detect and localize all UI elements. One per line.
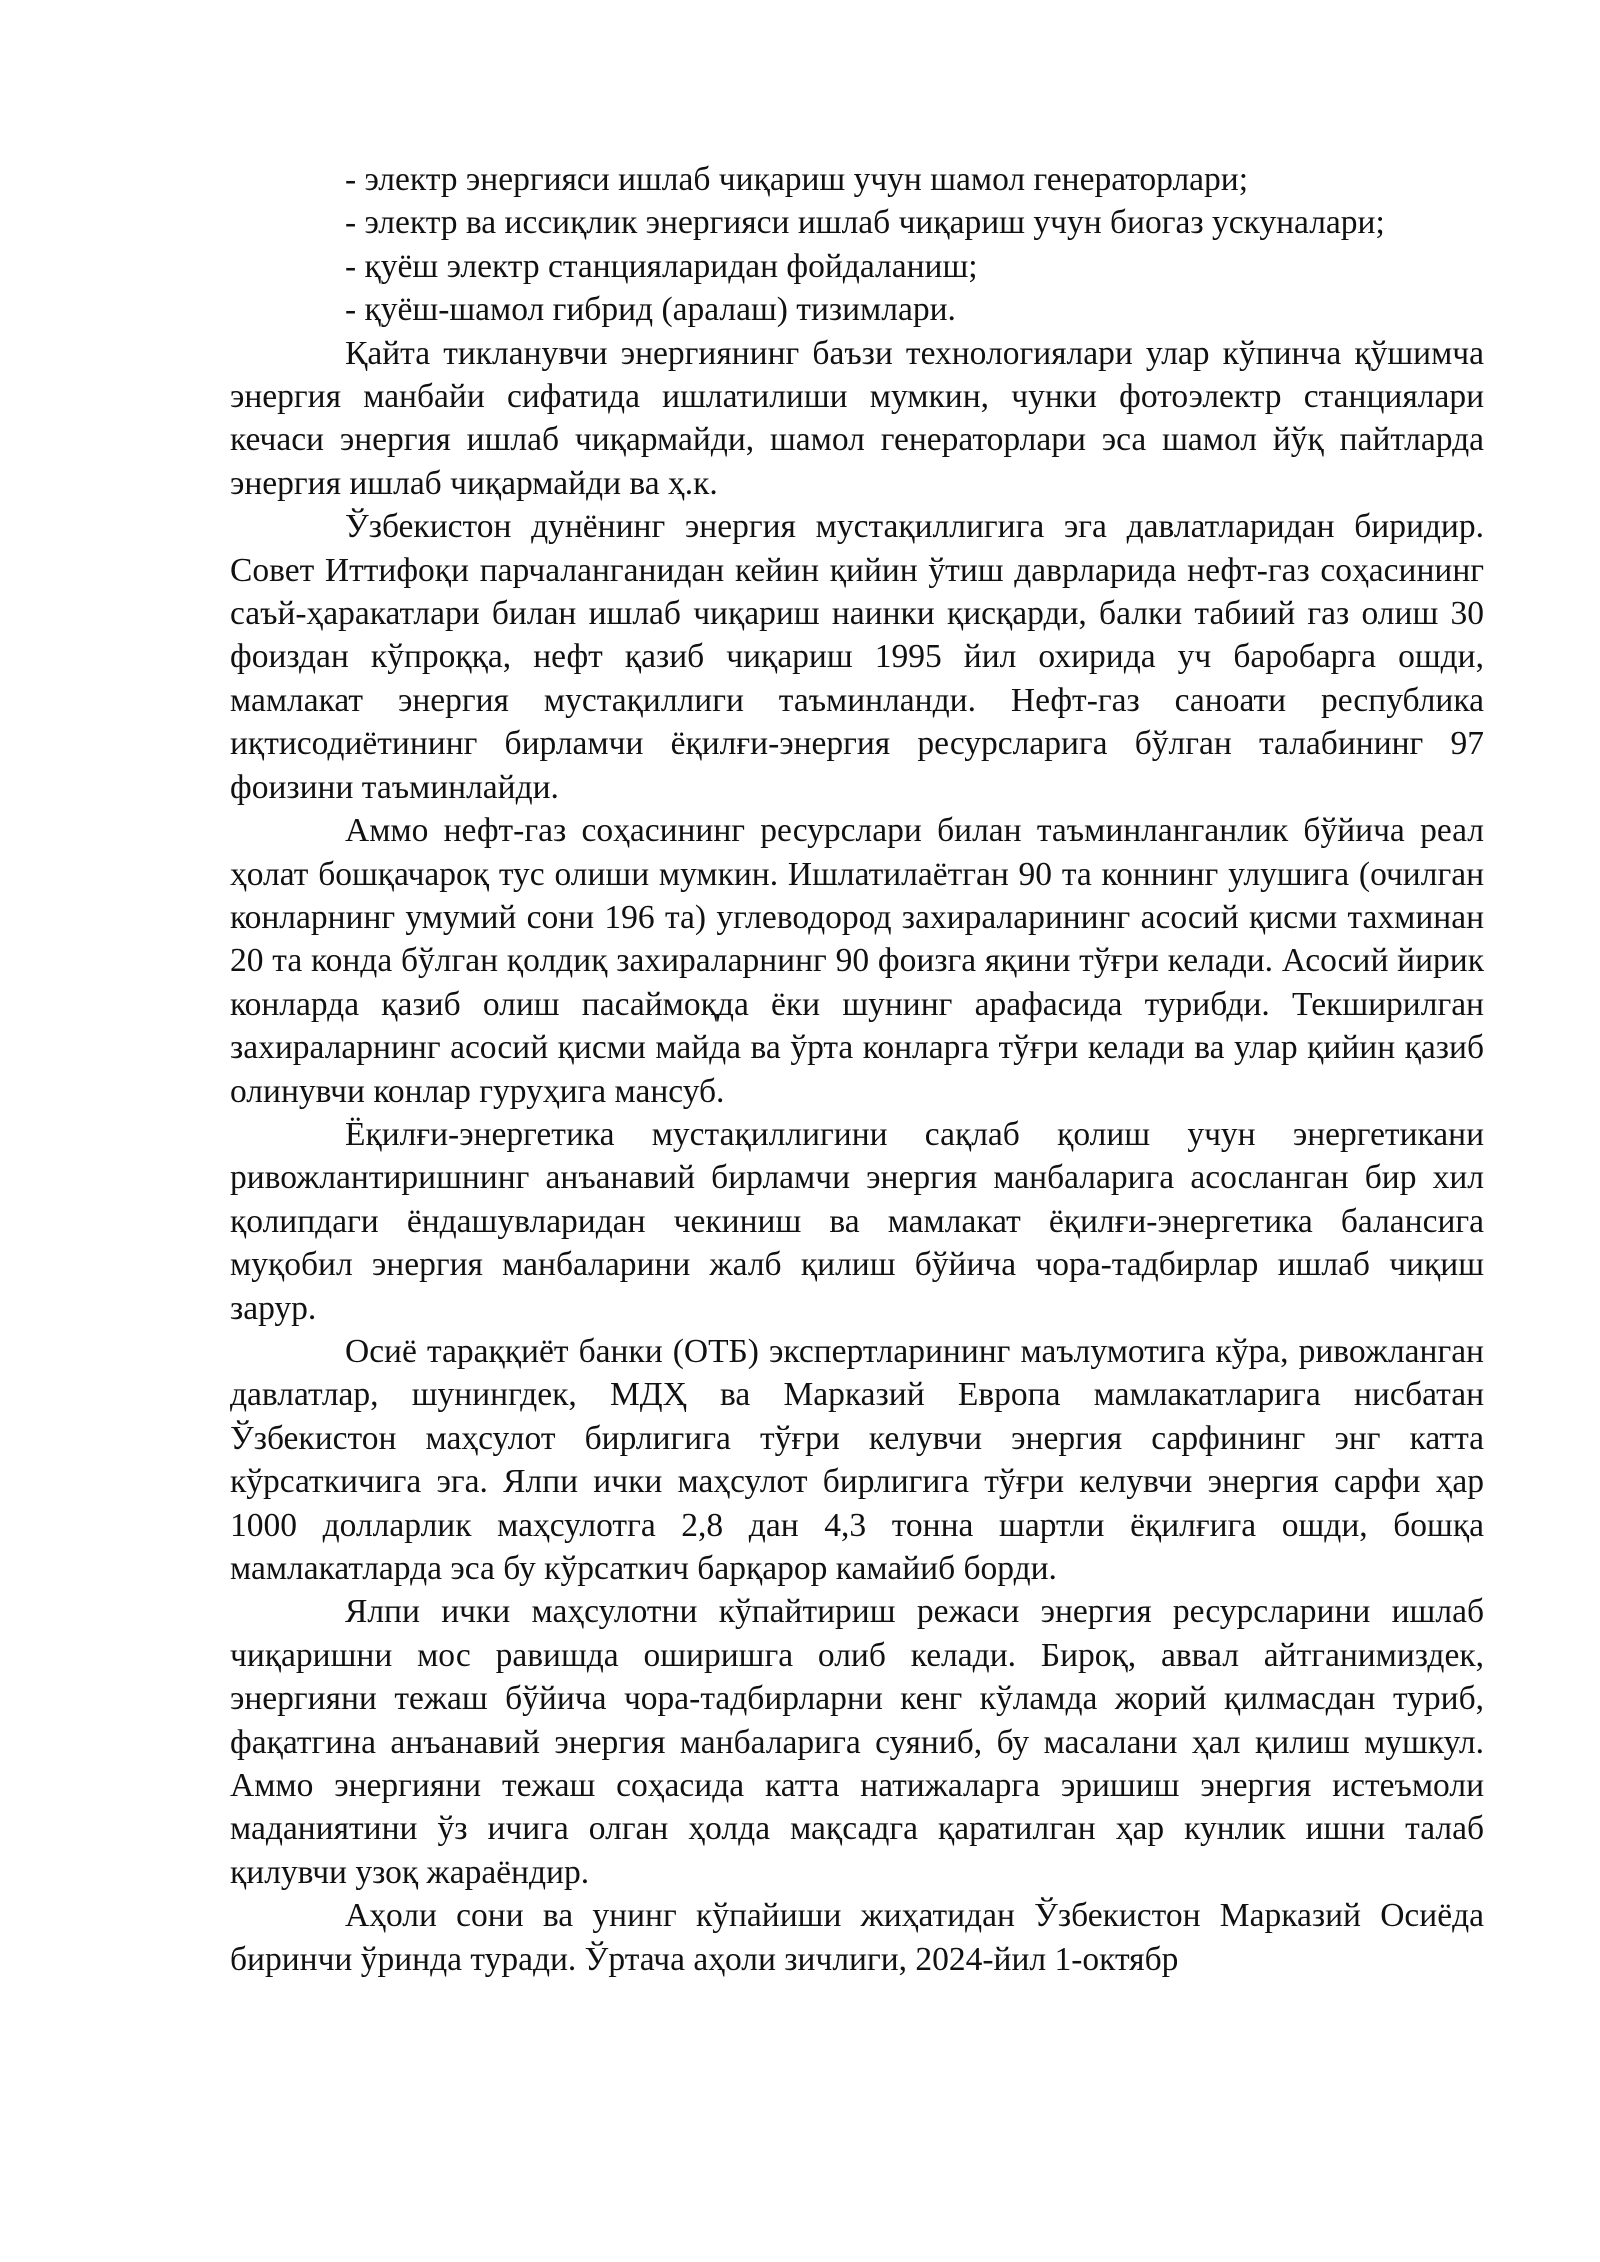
- list-item-wind-generators: - электр энергияси ишлаб чиқариш учун шамол генераторлари;: [345, 161, 1249, 198]
- document-body: [230, 158, 1484, 1981]
- paragraph-fuel-energy-independence: Ёқилғи-энергетика мустақиллигини сақлаб қолиш учун энергетикани ривожлантиришнинг анъанавий бирламчи энергия манбаларига асосланган бир хил қолипдаги ёндашувларидан чекиниш ва мамлакат ёқилғи-энергетика балансига муқобил энергия манбаларини жалб қилиш бўйича чора-тадбирлар ишлаб чиқиш зарур.: [230, 1115, 1484, 1327]
- paragraph-population: Аҳоли сони ва унинг кўпайиши жиҳатидан Ўзбекистон Марказий Осиёда биринчи ўринда туради. Ўртача аҳоли зичлиги, 2024-йил 1-октябр: [230, 1897, 1484, 1978]
- list-item-hybrid-systems: - қуёш-шамол гибрид (аралаш) тизимлари.: [345, 291, 956, 329]
- paragraph-gdp-growth-plan: Ялпи ички маҳсулотни кўпайтириш режаси энергия ресурсларини ишлаб чиқаришни мос равишда оширишга олиб келади. Бироқ, аввал айтганимиздек, энергияни тежаш бўйича чора-тадбирларни кенг кўламда жорий қилмасдан туриб, фақатгина анъанавий энергия манбаларига суяниб, бу масалани ҳал қилиш мушкул. Аммо энергияни тежаш соҳасида катта натижаларга эришиш энергия истеъмоли маданиятини ўз ичига олган ҳолда мақсадга қаратилган ҳар кунлик ишни талаб қилувчи узоқ жараёндир.: [230, 1593, 1484, 1891]
- paragraph-energy-independence: Ўзбекистон дунёнинг энергия мустақиллигига эга давлатларидан биридир. Совет Иттифоқи парчаланганидан кейин қийин ўтиш даврларида нефт-газ соҳасининг саъй-ҳаракатлари билан ишлаб чиқариш наинки қисқарди, балки табиий газ олиш 30 фоиздан кўпроққа, нефт қазиб чиқариш 1995 йил охирида уч баробарга ошди, мамлакат энергия мустақиллиги таъминланди. Нефт-газ саноати республика иқтисодиётининг бирламчи ёқилғи-энергия ресурсларига бўлган талабининг 97 фоизини таъминлайди.: [230, 508, 1484, 806]
- paragraph-renewable-technologies: Қайта тикланувчи энергиянинг баъзи технологиялари улар кўпинча қўшимча энергия манбайи сифатида ишлатилиши мумкин, чунки фотоэлектр станциялари кечаси энергия ишлаб чиқармайди, шамол генераторлари эса шамол йўқ пайтларда энергия ишлаб чиқармайди ва ҳ.к.: [230, 334, 1484, 502]
- paragraph-oil-gas-resources: Аммо нефт-газ соҳасининг ресурслари билан таъминланганлик бўйича реал ҳолат бошқачароқ тус олиши мумкин. Ишлатилаётган 90 та коннинг улушига (очилган конларнинг умумий сони 196 та) углеводород захираларининг асосий қисми тахминан 20 та конда бўлган қолдиқ захираларнинг 90 фоизга яқини тўғри келади. Асосий йирик конларда қазиб олиш пасаймоқда ёки шунинг арафасида турибди. Текширилган захираларнинг асосий қисми майда ва ўрта конларга тўғри келади ва улар қийин қазиб олинувчи конлар гуруҳига мансуб.: [230, 812, 1484, 1110]
- list-item-biogas-equipment: - электр ва иссиқлик энергияси ишлаб чиқариш учун биогаз ускуналари;: [345, 204, 1385, 242]
- list-item-solar-stations: - қуёш электр станцияларидан фойдаланиш;: [345, 247, 978, 285]
- paragraph-adb-experts: Осиё тараққиёт банки (ОТБ) экспертларининг маълумотига кўра, ривожланган давлатлар, шунингдек, МДҲ ва Марказий Европа мамлакатларига нисбатан Ўзбекистон маҳсулот бирлигига тўғри келувчи энергия сарфининг энг катта кўрсаткичига эга. Ялпи ички маҳсулот бирлигига тўғри келувчи энергия сарфи ҳар 1000 долларлик маҳсулотга 2,8 дан 4,3 тонна шартли ёқилғига ошди, бошқа мамлакатларда эса бу кўрсаткич барқарор камайиб борди.: [230, 1332, 1484, 1587]
